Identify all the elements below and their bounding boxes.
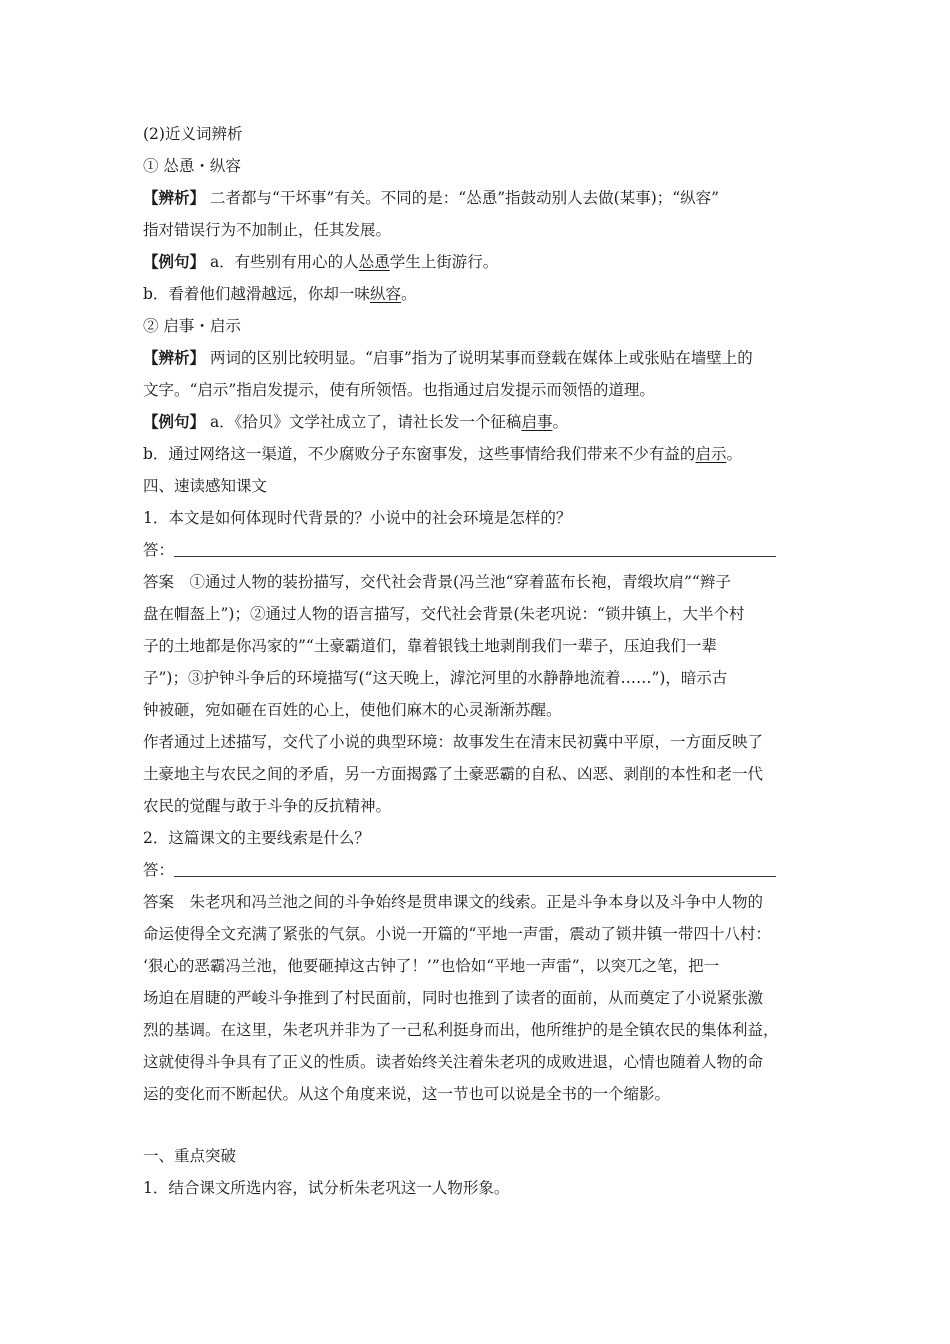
question-2: 2．这篇课文的主要线索是什么？ <box>143 829 370 847</box>
example-keyword: 启事 <box>521 413 553 431</box>
example-line <box>143 406 833 438</box>
example-text: a．《拾贝》文学社成立了，请社长发一个征稿 <box>205 413 522 431</box>
section-title-reading: 四、速读感知课文 <box>143 477 268 495</box>
answer-1-text <box>143 566 833 822</box>
example-text: 。 <box>400 285 417 303</box>
answer-2-text <box>143 886 833 1110</box>
analysis-line <box>143 342 833 374</box>
example-line <box>143 438 833 470</box>
example-text: a．有些别有用心的人 <box>205 253 359 271</box>
answer-line: ‘狠心的恶霸冯兰池，他要砸掉这古钟了！’”也恰如“平地一声雷”，以突兀之笔，把一 <box>143 957 720 975</box>
section-title-key-points: 一、重点突破 <box>143 1147 237 1165</box>
example-tag: 【例句】 <box>143 252 206 271</box>
example-text: b．通过网络这一渠道，不少腐败分子东窗事发，这些事情给我们带来不少有益的 <box>143 445 696 463</box>
answer-line: 答案 ①通过人物的装扮描写，交代社会背景(冯兰池“穿着蓝布长袍，青缎坎肩”“辫子 <box>143 573 731 591</box>
answer-line: 场迫在眉睫的严峻斗争推到了村民面前，同时也推到了读者的面前，从而奠定了小说紧张激 <box>143 989 764 1007</box>
answer-blank-line <box>143 854 833 886</box>
answer-line: 运的变化而不断起伏。从这个角度来说，这一节也可以说是全书的一个缩影。 <box>143 1085 671 1103</box>
question-1: 1．本文是如何体现时代背景的？小说中的社会环境是怎样的？ <box>143 509 572 527</box>
section-title-synonyms: (2)近义词辨析 <box>143 125 243 143</box>
answer-line: 子的土地都是你冯家的”“土豪霸道们，靠着银钱土地剥削我们一辈子，压迫我们一辈 <box>143 637 717 655</box>
example-keyword: 怂恿 <box>358 253 390 271</box>
key-question-1: 1．结合课文所选内容，试分析朱老巩这一人物形象。 <box>143 1179 510 1197</box>
analysis-line: 指对错误行为不加制止，任其发展。 <box>143 221 392 239</box>
answer-line: 作者通过上述描写，交代了小说的典型环境：故事发生在清末民初冀中平原，一方面反映了 <box>143 733 764 751</box>
document-body <box>143 118 833 1204</box>
answer-blank-line <box>143 534 833 566</box>
answer-label: 答： <box>143 861 175 879</box>
example-text: 。 <box>552 413 568 431</box>
example-tag: 【例句】 <box>143 412 206 431</box>
answer-line: 土豪地主与农民之间的矛盾，另一方面揭露了土豪恶霸的自私、凶恶、剥削的本性和老一代 <box>143 765 764 783</box>
answer-line: 农民的觉醒与敢于斗争的反抗精神。 <box>143 797 392 815</box>
example-text: 学生上街游行。 <box>389 253 499 271</box>
analysis-line: 文字。“启示”指启发提示，使有所领悟。也指通过启发提示而领悟的道理。 <box>143 381 655 399</box>
word-pair-heading: ② 启事・启示 <box>143 317 241 335</box>
answer-label: 答： <box>143 541 175 559</box>
analysis-tag: 【辨析】 <box>143 188 206 207</box>
example-line <box>143 246 833 278</box>
example-text: 。 <box>726 445 742 463</box>
analysis-text: 二者都与“干坏事”有关。不同的是：“怂恿”指鼓动别人去做(某事)；“纵容” <box>205 189 720 207</box>
answer-line: 盘在帽盔上”)；②通过人物的语言描写，交代社会背景(朱老巩说：“锁井镇上，大半个村 <box>143 605 745 623</box>
section-spacer <box>143 1110 833 1140</box>
word-pair-heading: ① 怂恿・纵容 <box>143 157 241 175</box>
example-keyword: 纵容 <box>369 285 401 303</box>
answer-blank[interactable] <box>174 540 776 557</box>
answer-line: 答案 朱老巩和冯兰池之间的斗争始终是贯串课文的线索。正是斗争本身以及斗争中人物的 <box>143 893 764 911</box>
answer-line: 烈的基调。在这里，朱老巩并非为了一己私利挺身而出，他所维护的是全镇农民的集体利益， <box>143 1021 779 1039</box>
answer-blank[interactable] <box>174 860 776 877</box>
answer-line: 钟被砸，宛如砸在百姓的心上，使他们麻木的心灵渐渐苏醒。 <box>143 701 562 719</box>
answer-line: 命运使得全文充满了紧张的气氛。小说一开篇的“平地一声雷，震动了锁井镇一带四十八村： <box>143 925 771 943</box>
analysis-tag: 【辨析】 <box>143 348 206 367</box>
analysis-line <box>143 182 833 214</box>
answer-line: 这就使得斗争具有了正义的性质。读者始终关注着朱老巩的成败进退，心情也随着人物的命 <box>143 1053 764 1071</box>
answer-line: 子”)；③护钟斗争后的环境描写(“这天晚上，滹沱河里的水静静地流着……”)，暗示古 <box>143 669 728 687</box>
example-line <box>143 278 833 310</box>
example-keyword: 启示 <box>695 445 727 463</box>
example-text: b．看着他们越滑越远，你却一味 <box>143 285 370 303</box>
analysis-text: 两词的区别比较明显。“启事”指为了说明某事而登载在媒体上或张贴在墙壁上的 <box>205 349 753 367</box>
